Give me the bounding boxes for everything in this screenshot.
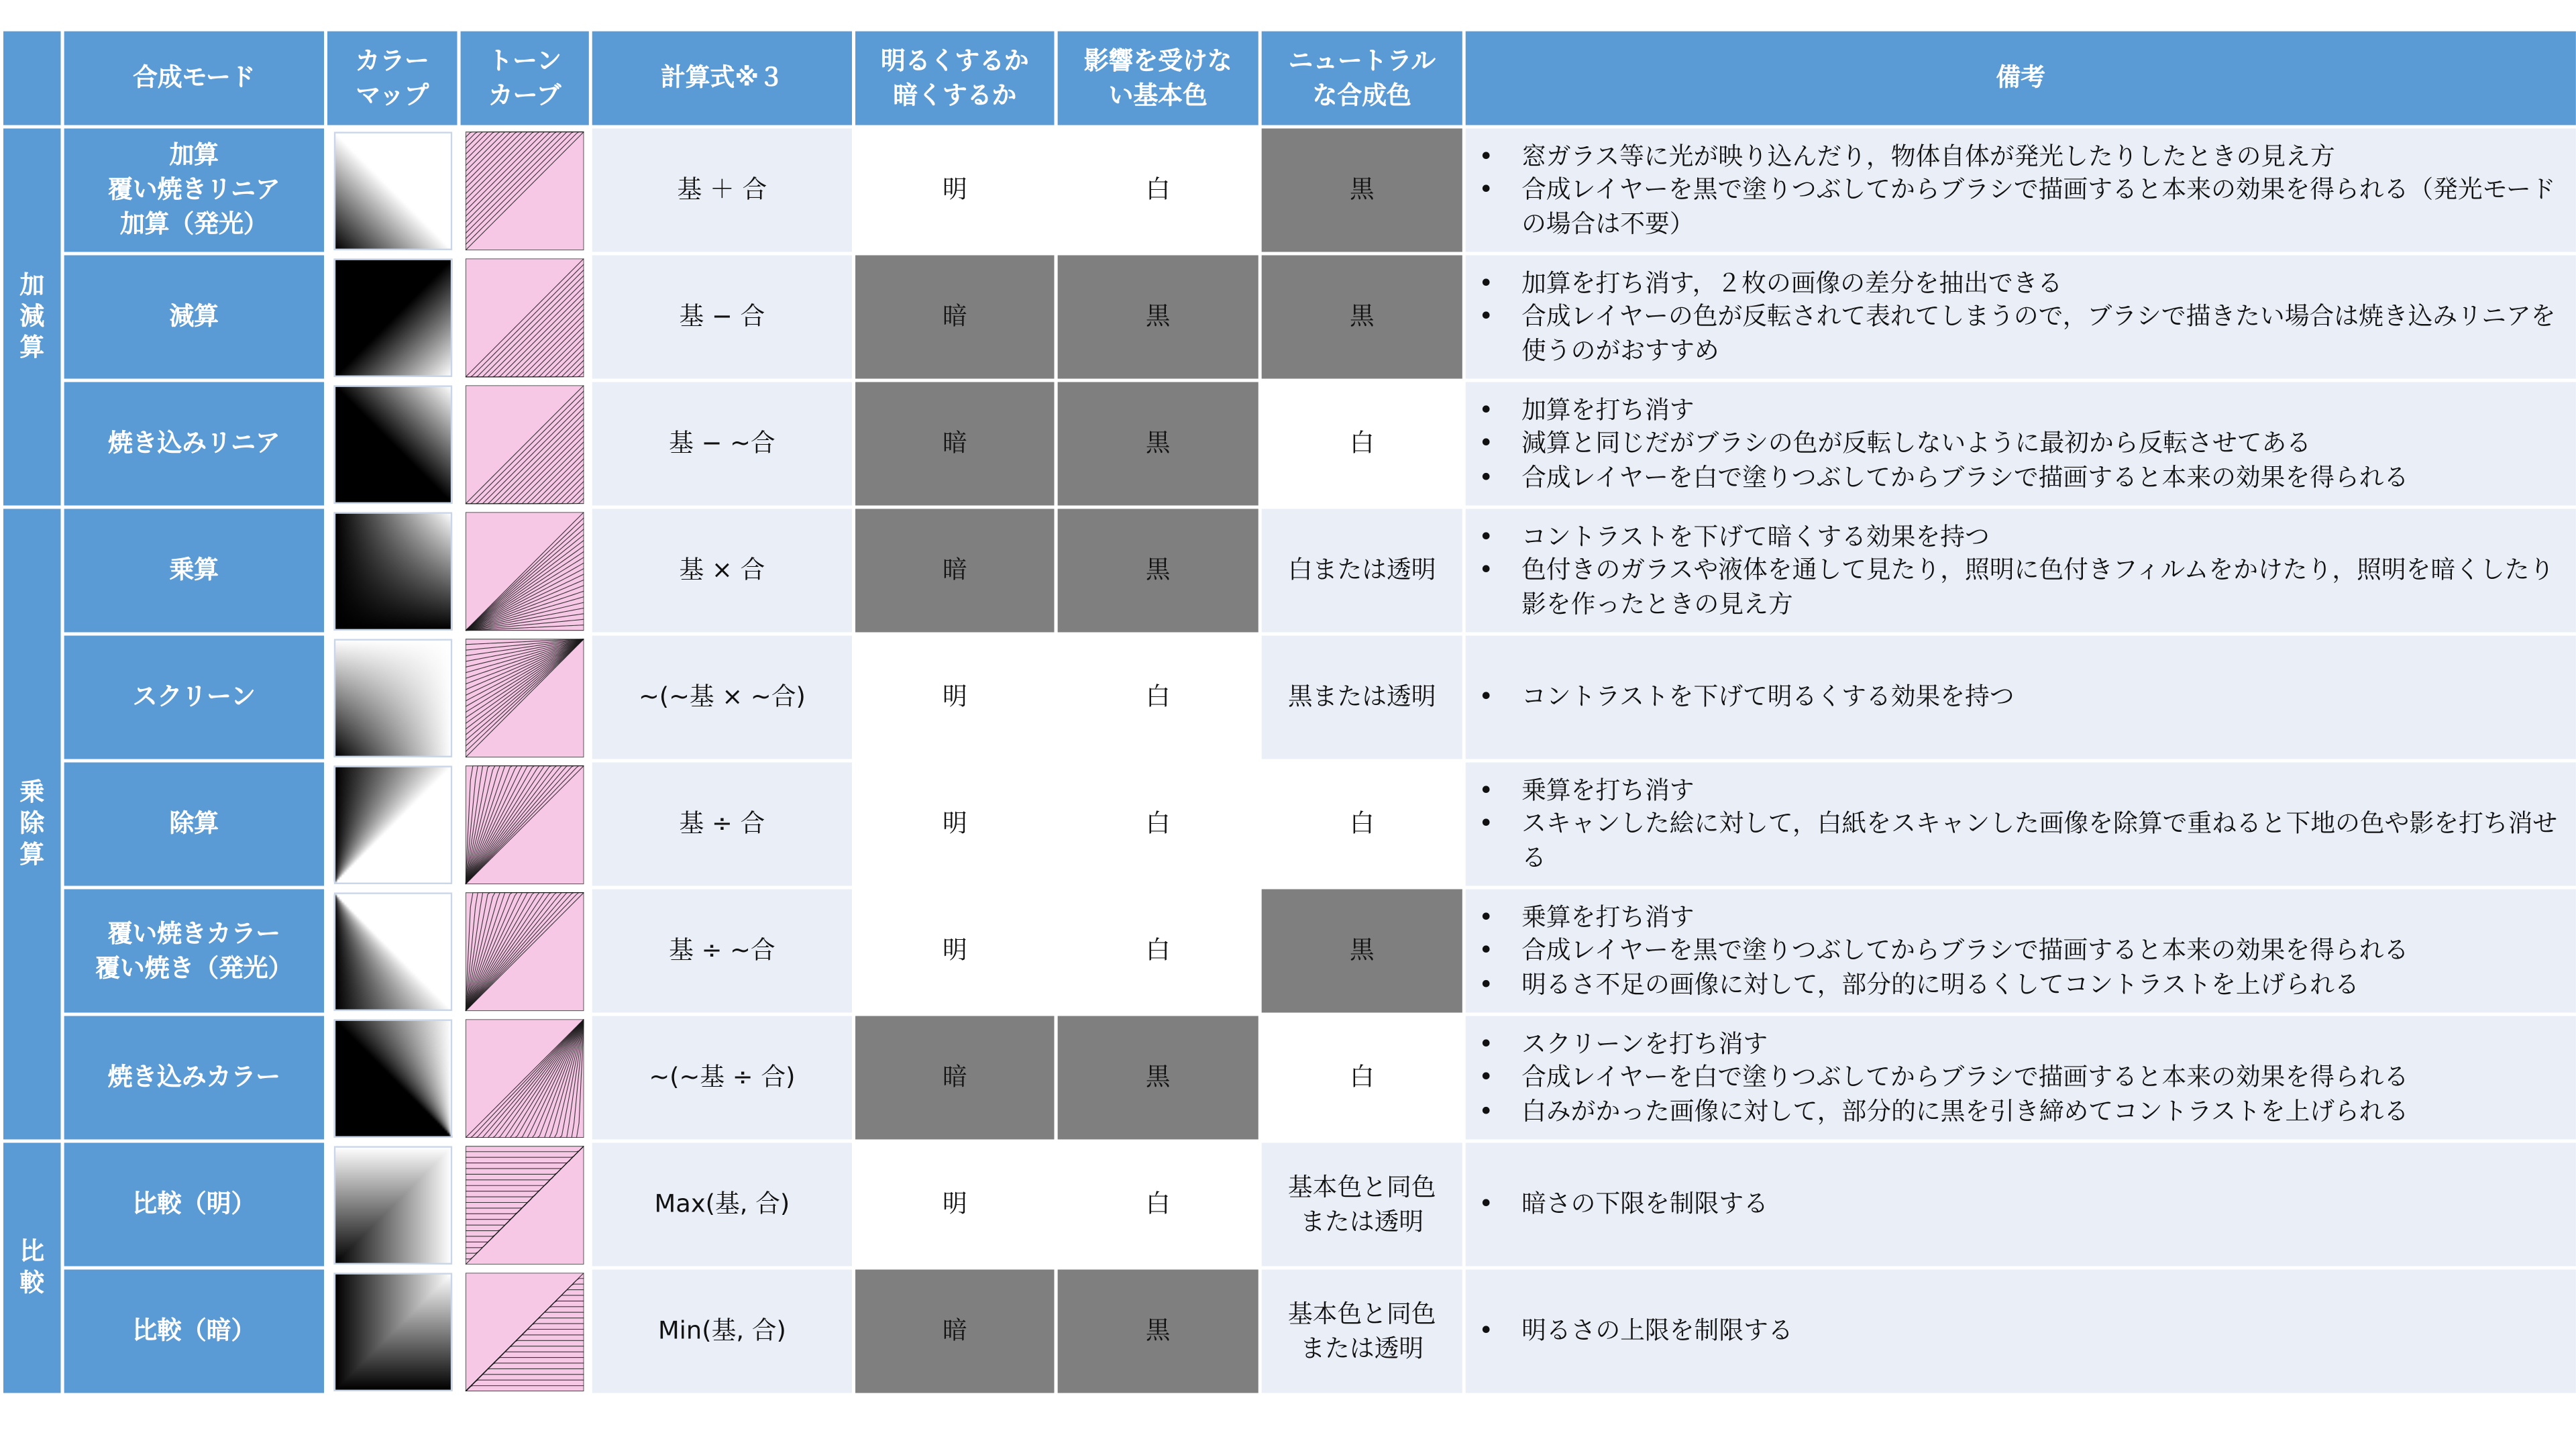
notes-cell — [1464, 507, 2576, 634]
note-text: コントラストを下げて明るくする効果を持つ — [1521, 682, 2015, 712]
tonecurve-color-burn-icon — [461, 1018, 589, 1137]
notes-cell — [1464, 888, 2576, 1014]
header-light-dark: 明るくするか 暗くするか — [854, 30, 1057, 127]
header-corner — [1, 30, 62, 127]
note-text: 明るさ不足の画像に対して，部分的に明るくしてコントラストを上げられる — [1521, 969, 2359, 1000]
bullet-icon: • — [1479, 1062, 1494, 1092]
light-dark-cell: 暗 — [854, 507, 1057, 634]
formula-cell: 基 − ~合 — [590, 380, 853, 507]
neutral-color-cell: 白 — [1260, 380, 1464, 507]
notes-cell — [1464, 254, 2576, 380]
neutral-color-cell: 黒 — [1260, 254, 1464, 380]
light-dark-cell: 暗 — [854, 1014, 1057, 1141]
tonecurve-screen-icon — [461, 638, 589, 757]
notes-list — [1472, 140, 2567, 241]
note-item — [1472, 553, 2567, 621]
neutral-color-cell: 黒または透明 — [1260, 634, 1464, 761]
notes-cell — [1464, 380, 2576, 507]
bullet-icon: • — [1479, 1316, 1494, 1346]
bullet-icon: • — [1479, 174, 1494, 205]
table-row — [1, 254, 2576, 380]
light-dark-cell: 明 — [854, 888, 1057, 1014]
mode-name: 比較（暗） — [62, 1268, 325, 1395]
tonecurve-graphic — [466, 511, 584, 630]
tonecurve-cell — [459, 1014, 590, 1141]
table-row — [1, 634, 2576, 761]
colormap-graphic — [333, 1272, 452, 1391]
formula-cell: Max(基, 合) — [590, 1141, 853, 1268]
mode-name: 覆い焼きカラー 覆い焼き（発光） — [62, 888, 325, 1014]
table-row — [1, 507, 2576, 634]
bullet-icon: • — [1479, 521, 1494, 551]
colormap-graphic — [333, 131, 452, 250]
note-item — [1472, 520, 2567, 553]
note-text: 色付きのガラスや液体を通して見たり，照明に色付きフィルムをかけたり，照明を暗くしたり影を作ったときの見え方 — [1521, 555, 2555, 619]
blend-mode-table — [0, 28, 2576, 1397]
notes-list — [1472, 1314, 2567, 1348]
colormap-gradient — [333, 892, 452, 1010]
bullet-icon: • — [1479, 1096, 1494, 1126]
note-item — [1472, 173, 2567, 241]
notes-cell — [1464, 634, 2576, 761]
bullet-icon: • — [1479, 969, 1494, 1000]
unaffected-color-cell: 白 — [1056, 888, 1260, 1014]
note-item — [1472, 934, 2567, 967]
note-text: 暗さの下限を制限する — [1521, 1189, 1768, 1219]
unaffected-color-cell: 白 — [1056, 1141, 1260, 1268]
note-text: 合成レイヤーを黒で塗りつぶしてからブラシで描画すると本来の効果を得られる（発光モードの場合は不要） — [1521, 174, 2556, 239]
note-text: 加算を打ち消す — [1521, 394, 1695, 425]
colormap-gradient — [333, 384, 452, 503]
colormap-cell — [325, 1014, 459, 1141]
notes-cell — [1464, 1268, 2576, 1395]
note-item — [1472, 393, 2567, 427]
tonecurve-multiply-icon — [461, 511, 589, 630]
colormap-cell — [325, 127, 459, 254]
note-item — [1472, 266, 2567, 300]
formula-cell: ~(~基 ÷ 合) — [590, 1014, 853, 1141]
notes-cell — [1464, 1014, 2576, 1141]
colormap-graphic — [333, 765, 452, 883]
mode-name: 乗算 — [62, 507, 325, 634]
group-label: 比 較 — [1, 1141, 62, 1395]
colormap-graphic — [333, 511, 452, 630]
note-text: 明るさの上限を制限する — [1521, 1316, 1793, 1346]
unaffected-color-cell: 黒 — [1056, 254, 1260, 380]
tonecurve-add-icon — [461, 131, 589, 250]
neutral-color-cell: 基本色と同色 または透明 — [1260, 1141, 1464, 1268]
bullet-icon: • — [1479, 935, 1494, 965]
bullet-icon: • — [1479, 268, 1494, 298]
table-row — [1, 761, 2576, 888]
header-row — [1, 30, 2576, 127]
bullet-icon: • — [1479, 1189, 1494, 1219]
bullet-icon: • — [1479, 555, 1494, 585]
tonecurve-graphic — [466, 892, 584, 1010]
notes-list — [1472, 1187, 2567, 1221]
mode-name: 加算 覆い焼きリニア 加算（発光） — [62, 127, 325, 254]
mode-name: 比較（明） — [62, 1141, 325, 1268]
note-item — [1472, 300, 2567, 368]
light-dark-cell: 明 — [854, 634, 1057, 761]
header-mode: 合成モード — [62, 30, 325, 127]
formula-cell: Min(基, 合) — [590, 1268, 853, 1395]
note-item — [1472, 1314, 2567, 1348]
formula-cell: 基 ÷ ~合 — [590, 888, 853, 1014]
colormap-color-burn-icon — [327, 1018, 458, 1137]
header-tonecurve: トーン カーブ — [459, 30, 590, 127]
colormap-graphic — [333, 892, 452, 1010]
unaffected-color-cell: 白 — [1056, 634, 1260, 761]
note-text: 減算と同じだがブラシの色が反転しないように最初から反転させてある — [1521, 428, 2312, 458]
colormap-cell — [325, 634, 459, 761]
colormap-darken-icon — [327, 1272, 458, 1391]
note-item — [1472, 773, 2567, 807]
tonecurve-cell — [459, 888, 590, 1014]
tonecurve-subtract-icon — [461, 258, 589, 376]
mode-name: スクリーン — [62, 634, 325, 761]
note-text: 合成レイヤーを白で塗りつぶしてからブラシで描画すると本来の効果を得られる — [1521, 462, 2409, 492]
notes-list — [1472, 266, 2567, 368]
colormap-cell — [325, 507, 459, 634]
colormap-screen-icon — [327, 638, 458, 757]
colormap-gradient — [333, 258, 452, 376]
notes-list — [1472, 900, 2567, 1002]
table-row — [1, 380, 2576, 507]
colormap-cell — [325, 1141, 459, 1268]
light-dark-cell: 明 — [854, 1141, 1057, 1268]
note-item — [1472, 680, 2567, 714]
colormap-gradient — [333, 1018, 452, 1137]
bullet-icon: • — [1479, 462, 1494, 492]
mode-name: 焼き込みカラー — [62, 1014, 325, 1141]
note-text: 合成レイヤーを白で塗りつぶしてからブラシで描画すると本来の効果を得られる — [1521, 1062, 2409, 1092]
table-row — [1, 1014, 2576, 1141]
colormap-gradient — [333, 131, 452, 250]
tonecurve-graphic — [466, 638, 584, 757]
colormap-gradient — [333, 638, 452, 757]
bullet-icon: • — [1479, 301, 1494, 331]
colormap-gradient — [333, 1272, 452, 1391]
tonecurve-graphic — [466, 258, 584, 376]
colormap-lighten-icon — [327, 1145, 458, 1264]
colormap-color-dodge-icon — [327, 892, 458, 1010]
note-item — [1472, 1027, 2567, 1061]
note-text: 合成レイヤーを黒で塗りつぶしてからブラシで描画すると本来の効果を得られる — [1521, 935, 2409, 965]
table-body — [1, 127, 2576, 1395]
header-formula: 計算式※３ — [590, 30, 853, 127]
tonecurve-color-dodge-icon — [461, 892, 589, 1010]
tonecurve-graphic — [466, 1018, 584, 1137]
tonecurve-graphic — [466, 1272, 584, 1391]
table-row — [1, 1268, 2576, 1395]
note-text: コントラストを下げて暗くする効果を持つ — [1521, 521, 1990, 551]
light-dark-cell: 暗 — [854, 1268, 1057, 1395]
note-text: 白みがかった画像に対して，部分的に黒を引き締めてコントラストを上げられる — [1521, 1096, 2409, 1126]
mode-name: 焼き込みリニア — [62, 380, 325, 507]
note-item — [1472, 807, 2567, 875]
colormap-subtract-icon — [327, 258, 458, 376]
notes-cell — [1464, 1141, 2576, 1268]
colormap-cell — [325, 380, 459, 507]
light-dark-cell: 明 — [854, 127, 1057, 254]
table-row — [1, 1141, 2576, 1268]
unaffected-color-cell: 白 — [1056, 761, 1260, 888]
bullet-icon: • — [1479, 902, 1494, 932]
colormap-cell — [325, 254, 459, 380]
colormap-gradient — [333, 1145, 452, 1264]
notes-list — [1472, 393, 2567, 494]
colormap-graphic — [333, 1018, 452, 1137]
note-text: スキャンした絵に対して，白紙をスキャンした画像を除算で重ねると下地の色や影を打ち消せる — [1521, 808, 2558, 873]
header-neutral: ニュートラル な合成色 — [1260, 30, 1464, 127]
unaffected-color-cell: 黒 — [1056, 380, 1260, 507]
tonecurve-darken-icon — [461, 1272, 589, 1391]
note-item — [1472, 1187, 2567, 1221]
tonecurve-cell — [459, 1268, 590, 1395]
table-row — [1, 888, 2576, 1014]
tonecurve-cell — [459, 254, 590, 380]
colormap-add-icon — [327, 131, 458, 250]
group-label: 加 減 算 — [1, 127, 62, 507]
tonecurve-cell — [459, 1141, 590, 1268]
bullet-icon: • — [1479, 141, 1494, 171]
tonecurve-linear-burn-icon — [461, 384, 589, 503]
notes-list — [1472, 1027, 2567, 1128]
header-colormap: カラー マップ — [325, 30, 459, 127]
tonecurve-cell — [459, 507, 590, 634]
note-text: 窓ガラス等に光が映り込んだり，物体自体が発光したりしたときの見え方 — [1521, 141, 2335, 171]
colormap-graphic — [333, 1145, 452, 1264]
notes-list — [1472, 680, 2567, 714]
neutral-color-cell: 白 — [1260, 1014, 1464, 1141]
neutral-color-cell: 黒 — [1260, 127, 1464, 254]
colormap-gradient — [333, 765, 452, 883]
bullet-icon: • — [1479, 1028, 1494, 1059]
formula-cell: 基 × 合 — [590, 507, 853, 634]
tonecurve-cell — [459, 380, 590, 507]
tonecurve-graphic — [466, 765, 584, 883]
notes-cell — [1464, 127, 2576, 254]
note-item — [1472, 461, 2567, 494]
light-dark-cell: 暗 — [854, 254, 1057, 380]
colormap-cell — [325, 888, 459, 1014]
light-dark-cell: 暗 — [854, 380, 1057, 507]
note-item — [1472, 427, 2567, 460]
colormap-graphic — [333, 638, 452, 757]
tonecurve-graphic — [466, 384, 584, 503]
colormap-gradient — [333, 511, 452, 630]
neutral-color-cell: 白または透明 — [1260, 507, 1464, 634]
bullet-icon: • — [1479, 775, 1494, 805]
notes-cell — [1464, 761, 2576, 888]
tonecurve-lighten-icon — [461, 1145, 589, 1264]
formula-cell: ~(~基 × ~合) — [590, 634, 853, 761]
colormap-multiply-icon — [327, 511, 458, 630]
note-item — [1472, 1061, 2567, 1094]
notes-list — [1472, 773, 2567, 875]
mode-name: 減算 — [62, 254, 325, 380]
colormap-graphic — [333, 384, 452, 503]
colormap-cell — [325, 761, 459, 888]
tonecurve-graphic — [466, 131, 584, 250]
note-text: スクリーンを打ち消す — [1521, 1028, 1768, 1059]
unaffected-color-cell: 黒 — [1056, 1268, 1260, 1395]
formula-cell: 基 − 合 — [590, 254, 853, 380]
notes-list — [1472, 520, 2567, 621]
table-row — [1, 127, 2576, 254]
header-notes: 備考 — [1464, 30, 2576, 127]
bullet-icon: • — [1479, 808, 1494, 839]
formula-cell: 基 ÷ 合 — [590, 761, 853, 888]
tonecurve-graphic — [466, 1145, 584, 1264]
unaffected-color-cell: 黒 — [1056, 507, 1260, 634]
note-text: 乗算を打ち消す — [1521, 902, 1695, 932]
light-dark-cell: 明 — [854, 761, 1057, 888]
bullet-icon: • — [1479, 394, 1494, 425]
bullet-icon: • — [1479, 428, 1494, 458]
tonecurve-cell — [459, 761, 590, 888]
note-item — [1472, 1095, 2567, 1128]
tonecurve-cell — [459, 634, 590, 761]
unaffected-color-cell: 白 — [1056, 127, 1260, 254]
colormap-divide-icon — [327, 765, 458, 883]
note-text: 合成レイヤーの色が反転されて表れてしまうので，ブラシで描きたい場合は焼き込みリニアを使うのがおすすめ — [1521, 301, 2556, 366]
note-item — [1472, 900, 2567, 934]
colormap-cell — [325, 1268, 459, 1395]
formula-cell: 基 ＋ 合 — [590, 127, 853, 254]
neutral-color-cell: 白 — [1260, 761, 1464, 888]
colormap-linear-burn-icon — [327, 384, 458, 503]
tonecurve-divide-icon — [461, 765, 589, 883]
neutral-color-cell: 黒 — [1260, 888, 1464, 1014]
mode-name: 除算 — [62, 761, 325, 888]
unaffected-color-cell: 黒 — [1056, 1014, 1260, 1141]
note-text: 加算を打ち消す，２枚の画像の差分を抽出できる — [1521, 268, 2063, 298]
neutral-color-cell: 基本色と同色 または透明 — [1260, 1268, 1464, 1395]
colormap-graphic — [333, 258, 452, 376]
note-text: 乗算を打ち消す — [1521, 775, 1695, 805]
note-item — [1472, 968, 2567, 1002]
bullet-icon: • — [1479, 682, 1494, 712]
tonecurve-cell — [459, 127, 590, 254]
header-unaffected: 影響を受けな い基本色 — [1056, 30, 1260, 127]
group-label: 乗 除 算 — [1, 507, 62, 1141]
note-item — [1472, 140, 2567, 173]
